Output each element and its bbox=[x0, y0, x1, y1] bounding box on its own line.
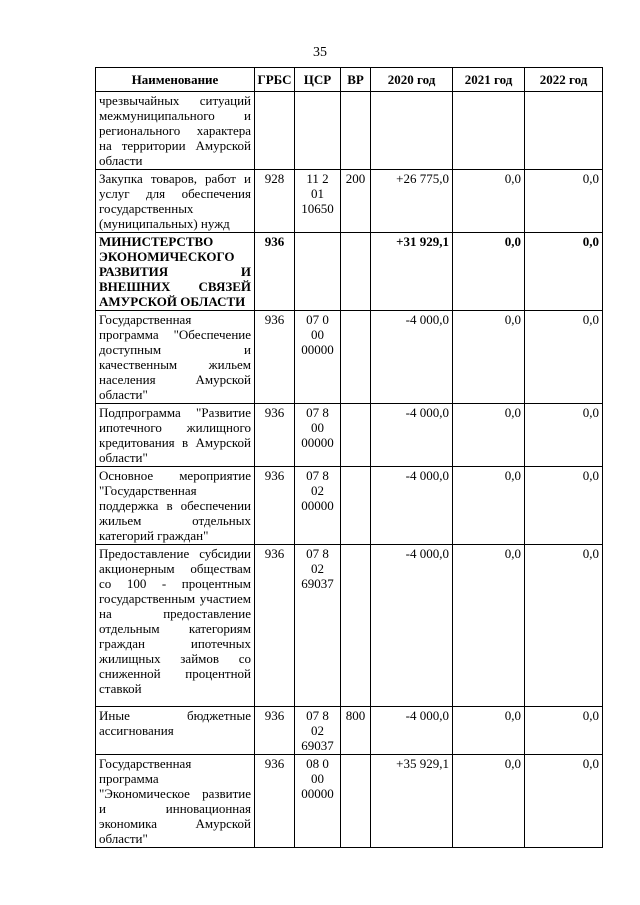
row-2020: -4 000,0 bbox=[371, 311, 453, 404]
row-csr-part: 08 0 bbox=[306, 756, 329, 771]
row-2021: 0,0 bbox=[453, 467, 525, 545]
row-2021: 0,0 bbox=[453, 170, 525, 233]
table-row bbox=[96, 755, 603, 848]
row-csr-part: 00 bbox=[311, 327, 324, 342]
row-csr-part: 02 bbox=[311, 561, 324, 576]
row-2020: +26 775,0 bbox=[371, 170, 453, 233]
row-name: Государственная программа "Обеспечение доступным и качественным жильем населения Амурской области" bbox=[96, 311, 255, 404]
row-csr-part: 07 8 bbox=[306, 708, 329, 723]
row-csr bbox=[295, 92, 341, 170]
table-row bbox=[96, 707, 603, 755]
row-2020: -4 000,0 bbox=[371, 545, 453, 707]
row-csr bbox=[295, 233, 341, 311]
row-2022: 0,0 bbox=[525, 467, 603, 545]
row-csr-part: 10650 bbox=[301, 201, 334, 216]
table-row bbox=[96, 311, 603, 404]
row-grbs: 936 bbox=[255, 707, 295, 755]
row-2021: 0,0 bbox=[453, 404, 525, 467]
table-row bbox=[96, 92, 603, 170]
row-csr-part: 00000 bbox=[301, 786, 334, 801]
header-2021: 2021 год bbox=[453, 68, 525, 92]
row-2022: 0,0 bbox=[525, 311, 603, 404]
row-2022: 0,0 bbox=[525, 707, 603, 755]
row-csr-part: 11 2 bbox=[306, 171, 329, 186]
header-name: Наименование bbox=[96, 68, 255, 92]
header-2022: 2022 год bbox=[525, 68, 603, 92]
row-csr bbox=[295, 707, 341, 755]
row-vr bbox=[341, 233, 371, 311]
row-csr-part: 07 8 bbox=[306, 546, 329, 561]
row-2020: +35 929,1 bbox=[371, 755, 453, 848]
row-grbs: 936 bbox=[255, 233, 295, 311]
row-2020 bbox=[371, 92, 453, 170]
row-csr-part: 01 bbox=[311, 186, 324, 201]
row-csr-part: 00 bbox=[311, 420, 324, 435]
row-csr-part: 07 8 bbox=[306, 468, 329, 483]
row-vr bbox=[341, 92, 371, 170]
row-csr-part: 07 8 bbox=[306, 405, 329, 420]
row-csr bbox=[295, 404, 341, 467]
row-vr bbox=[341, 545, 371, 707]
row-csr bbox=[295, 467, 341, 545]
row-grbs: 936 bbox=[255, 311, 295, 404]
row-2022: 0,0 bbox=[525, 170, 603, 233]
row-grbs: 936 bbox=[255, 467, 295, 545]
row-csr bbox=[295, 311, 341, 404]
row-name: Закупка товаров, работ и услуг для обеспечения государственных (муниципальных) нужд bbox=[96, 170, 255, 233]
row-csr-part: 00 bbox=[311, 771, 324, 786]
row-vr bbox=[341, 467, 371, 545]
row-grbs: 936 bbox=[255, 755, 295, 848]
row-name: Подпрограмма "Развитие ипотечного жилищного кредитования в Амурской области" bbox=[96, 404, 255, 467]
row-grbs bbox=[255, 92, 295, 170]
row-grbs: 936 bbox=[255, 404, 295, 467]
row-2021: 0,0 bbox=[453, 311, 525, 404]
header-vr: ВР bbox=[341, 68, 371, 92]
row-csr-part: 69037 bbox=[301, 576, 334, 591]
row-csr-part: 00000 bbox=[301, 435, 334, 450]
row-2020: -4 000,0 bbox=[371, 467, 453, 545]
row-csr bbox=[295, 755, 341, 848]
table-row bbox=[96, 170, 603, 233]
row-2020: -4 000,0 bbox=[371, 404, 453, 467]
row-csr-part: 69037 bbox=[301, 738, 334, 753]
row-grbs: 936 bbox=[255, 545, 295, 707]
row-name: Предоставление субсидии акционерным обществам со 100 - процентным государственным участием на предоставление отдельным категориям граждан ипотечных жилищных займов со сниженной процентной ставкой bbox=[96, 545, 255, 707]
row-2022: 0,0 bbox=[525, 545, 603, 707]
row-name: МИНИСТЕРСТВО ЭКОНОМИЧЕСКОГО РАЗВИТИЯ И ВНЕШНИХ СВЯЗЕЙ АМУРСКОЙ ОБЛАСТИ bbox=[96, 233, 255, 311]
table-row bbox=[96, 545, 603, 707]
page-number: 35 bbox=[313, 45, 327, 60]
row-name: Государственная программа "Экономическое развитие и инновационная экономика Амурской области" bbox=[96, 755, 255, 848]
row-2021 bbox=[453, 92, 525, 170]
row-vr bbox=[341, 311, 371, 404]
row-vr bbox=[341, 404, 371, 467]
header-grbs: ГРБС bbox=[255, 68, 295, 92]
row-2022: 0,0 bbox=[525, 233, 603, 311]
row-2020: +31 929,1 bbox=[371, 233, 453, 311]
row-csr-part: 00000 bbox=[301, 498, 334, 513]
row-2022 bbox=[525, 92, 603, 170]
row-2021: 0,0 bbox=[453, 707, 525, 755]
row-2020: -4 000,0 bbox=[371, 707, 453, 755]
row-2022: 0,0 bbox=[525, 404, 603, 467]
row-name: Основное мероприятие "Государственная поддержка в обеспечении жильем отдельных категорий граждан" bbox=[96, 467, 255, 545]
table-row bbox=[96, 467, 603, 545]
row-vr bbox=[341, 755, 371, 848]
row-name: чрезвычайных ситуаций межмуниципального и регионального характера на территории Амурской области bbox=[96, 92, 255, 170]
table-header-row bbox=[96, 68, 603, 92]
budget-table bbox=[95, 67, 603, 848]
row-vr: 200 bbox=[341, 170, 371, 233]
header-csr: ЦСР bbox=[295, 68, 341, 92]
table-row bbox=[96, 404, 603, 467]
table-row bbox=[96, 233, 603, 311]
row-2021: 0,0 bbox=[453, 233, 525, 311]
header-2020: 2020 год bbox=[371, 68, 453, 92]
row-2021: 0,0 bbox=[453, 545, 525, 707]
row-csr-part: 07 0 bbox=[306, 312, 329, 327]
row-csr bbox=[295, 545, 341, 707]
row-vr: 800 bbox=[341, 707, 371, 755]
row-grbs: 928 bbox=[255, 170, 295, 233]
row-csr-part: 00000 bbox=[301, 342, 334, 357]
row-2022: 0,0 bbox=[525, 755, 603, 848]
row-csr-part: 02 bbox=[311, 723, 324, 738]
row-2021: 0,0 bbox=[453, 755, 525, 848]
row-name: Иные бюджетные ассигнования bbox=[96, 707, 255, 755]
row-csr-part: 02 bbox=[311, 483, 324, 498]
row-csr bbox=[295, 170, 341, 233]
